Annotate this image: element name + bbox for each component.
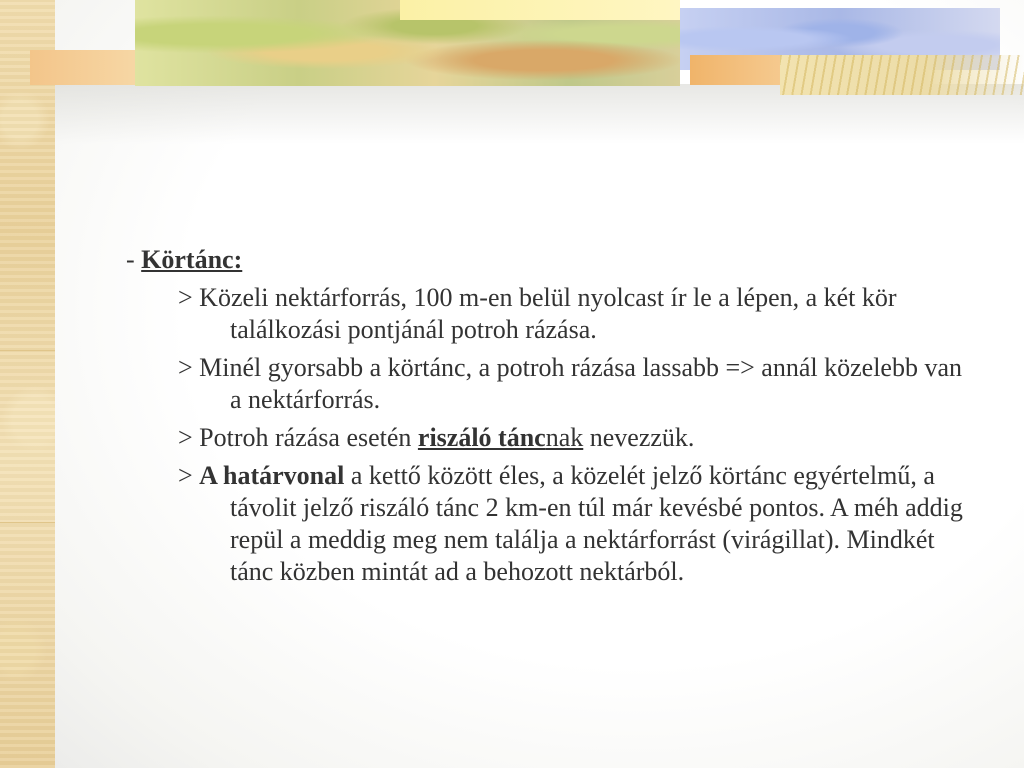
term-suffix: nak bbox=[545, 423, 584, 452]
slide-heading bbox=[126, 244, 966, 276]
collage-orange-block bbox=[690, 55, 780, 85]
bullet-item bbox=[126, 460, 966, 588]
slide-body bbox=[126, 244, 966, 594]
bullet-item: > Minél gyorsabb a körtánc, a potroh rázása lassabb => annál közelebb van a nektárforrás. bbox=[178, 353, 962, 414]
decorative-header-collage bbox=[0, 0, 1024, 90]
strip-seam bbox=[0, 350, 55, 351]
term-hatarvonal: A határvonal bbox=[199, 461, 345, 490]
heading-prefix: - bbox=[126, 245, 142, 274]
collage-beige-block bbox=[30, 50, 150, 85]
bullet-item: > Közeli nektárforrás, 100 m-en belül nyolcast ír le a lépen, a két kör találkozási pontjánál potroh rázása. bbox=[178, 283, 897, 344]
bullet-item bbox=[126, 422, 966, 454]
collage-grass-image bbox=[780, 55, 1024, 95]
collage-yellow-block bbox=[400, 0, 680, 20]
left-parchment-strip bbox=[0, 0, 55, 768]
bullet-text: nevezzük. bbox=[583, 423, 695, 452]
term-riszalo-tanc: riszáló tánc bbox=[417, 423, 546, 452]
bullet-text: a kettő között éles, a közelét jelző körtánc egyértelmű, a távolit jelző riszáló tánc 2 km-en túl már kevésbé pontos. A méh addig repül a meddig meg nem találja a nektárforrást (virágillat). Mindkét tánc közben mintát ad a behozott nektárból. bbox=[230, 461, 963, 586]
heading-title: Körtánc: bbox=[141, 245, 243, 274]
strip-seam bbox=[0, 522, 55, 523]
bullet-text: > Potroh rázása esetén bbox=[178, 423, 418, 452]
bullet-text: > bbox=[178, 461, 200, 490]
